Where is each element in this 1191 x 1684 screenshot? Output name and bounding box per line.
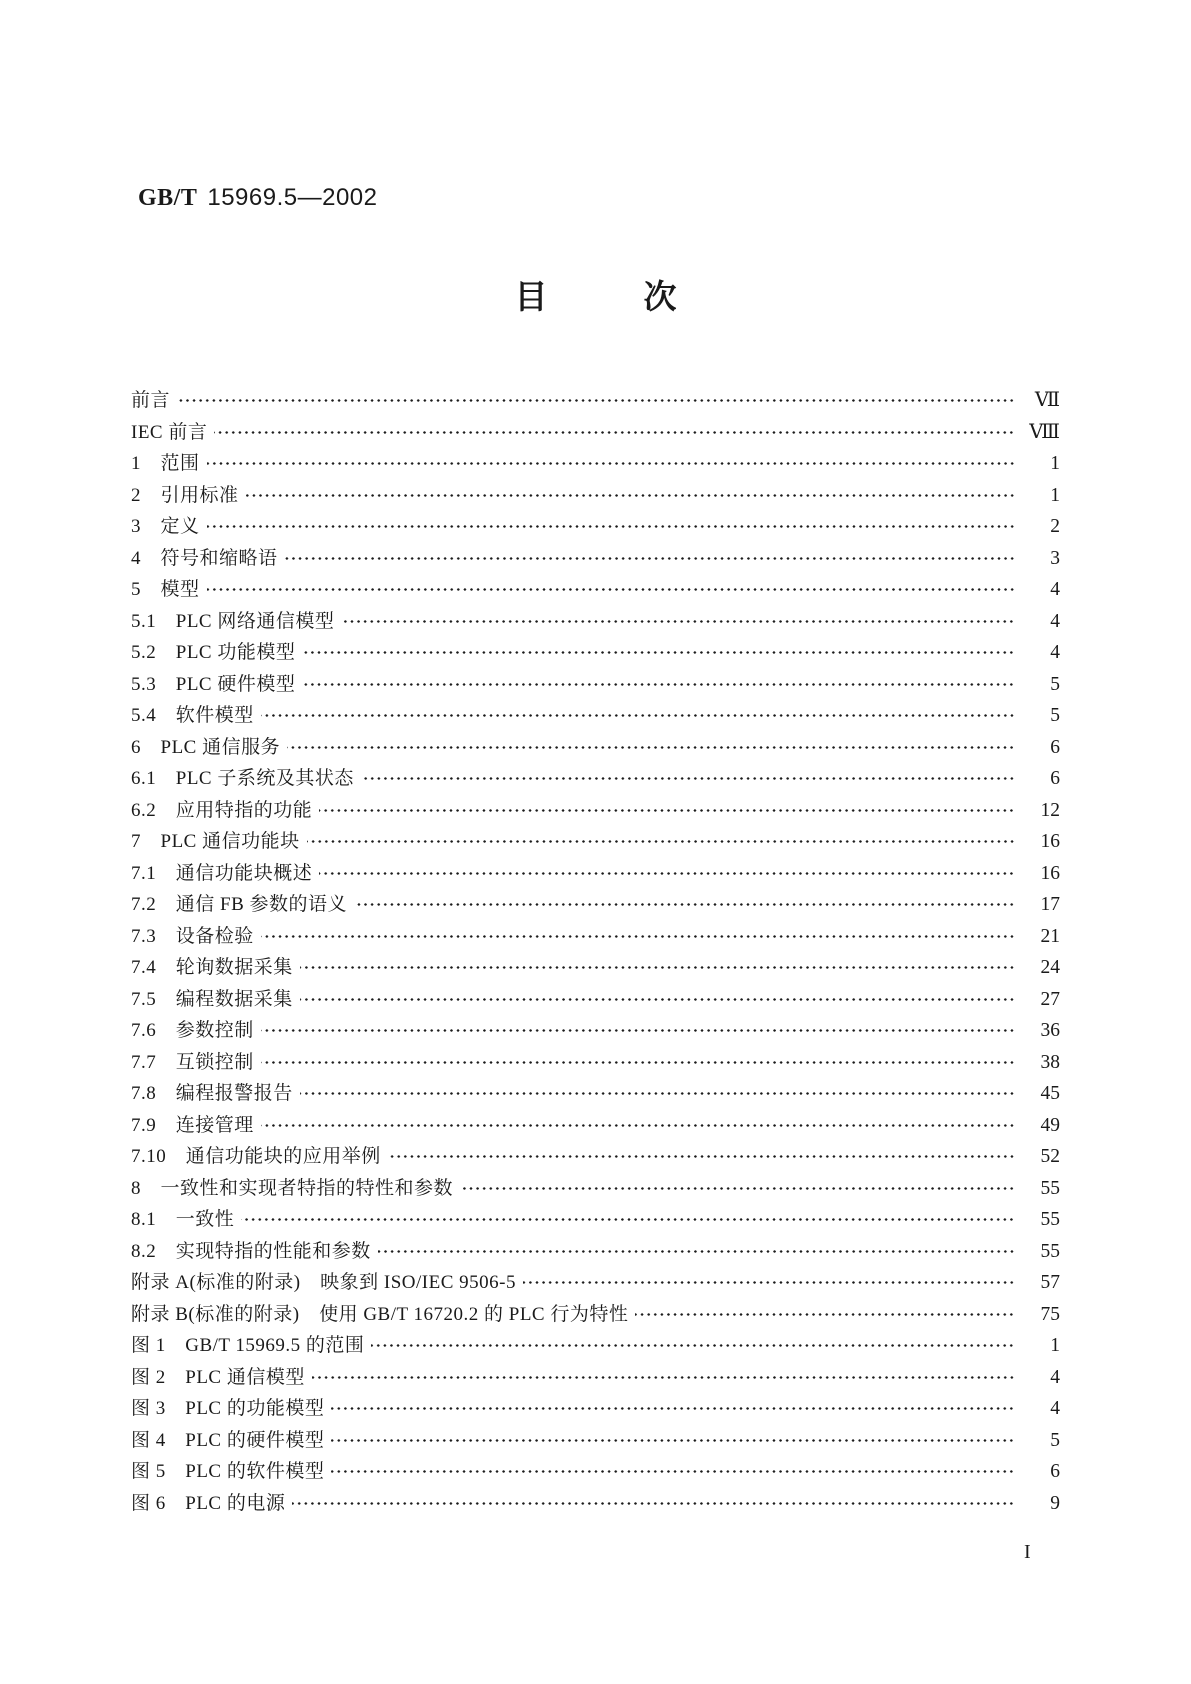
dot-leader — [207, 459, 1015, 468]
standard-code-number: 15969.5—2002 — [207, 184, 378, 211]
toc-entry-label: 图 2 PLC 通信模型 — [131, 1366, 305, 1388]
toc-entry-label: 7.1 通信功能块概述 — [131, 862, 313, 884]
toc-entry-label: 7.9 连接管理 — [131, 1114, 254, 1136]
toc-entry-page: 4 — [1050, 642, 1060, 663]
toc-entry — [131, 952, 1060, 984]
toc-entry — [131, 669, 1060, 701]
toc-entry-page: 6 — [1050, 1461, 1060, 1482]
toc-entry — [131, 826, 1060, 858]
toc-entry-page: Ⅶ — [1034, 390, 1060, 411]
toc-entry-page: 36 — [1040, 1020, 1060, 1041]
toc-entry-label: 图 6 PLC 的电源 — [131, 1492, 286, 1514]
toc-entry — [131, 795, 1060, 827]
toc-entry-page: 38 — [1040, 1051, 1060, 1073]
toc-entry-page: 55 — [1040, 1209, 1060, 1230]
toc-entry-label: 8 一致性和实现者特指的特性和参数 — [131, 1177, 454, 1199]
toc-entry-page: 5 — [1050, 705, 1060, 726]
page-title — [0, 282, 1191, 315]
toc-entry-label: 图 4 PLC 的硬件模型 — [131, 1429, 325, 1451]
footer-page-number: I — [1024, 1541, 1031, 1563]
toc-entry-label: 图 5 PLC 的软件模型 — [131, 1461, 325, 1482]
toc-entry — [131, 1362, 1060, 1394]
toc-entry — [131, 1488, 1060, 1520]
toc-entry-label: 7.8 编程报警报告 — [131, 1083, 293, 1104]
toc-entry-label: 8.2 实现特指的性能和参数 — [131, 1240, 371, 1262]
dot-leader — [460, 1184, 1015, 1193]
toc-entry-label: 附录 B(标准的附录) 使用 GB/T 16720.2 的 PLC 行为特性 — [131, 1303, 629, 1325]
dot-leader — [287, 743, 1015, 752]
dot-leader — [292, 1499, 1015, 1508]
table-of-contents — [131, 385, 1060, 1519]
toc-entry-label: 7.3 设备检验 — [131, 925, 254, 947]
toc-entry — [131, 763, 1060, 795]
toc-entry — [131, 448, 1060, 480]
toc-entry-label: 4 符号和缩略语 — [131, 547, 278, 569]
dot-leader — [523, 1278, 1015, 1287]
toc-entry — [131, 921, 1060, 953]
toc-entry-label: 6.1 PLC 子系统及其状态 — [131, 768, 354, 789]
dot-leader — [261, 1121, 1015, 1130]
toc-entry — [131, 417, 1060, 449]
toc-entry — [131, 606, 1060, 638]
toc-entry-page: 27 — [1040, 988, 1060, 1010]
toc-entry-label: 8.1 一致性 — [131, 1209, 235, 1230]
dot-leader — [371, 1341, 1015, 1350]
toc-entry-page: 21 — [1040, 925, 1060, 947]
toc-entry — [131, 1141, 1060, 1173]
toc-entry-label: 7.4 轮询数据采集 — [131, 957, 293, 978]
toc-entry — [131, 1393, 1060, 1425]
toc-entry-page: 6 — [1050, 768, 1060, 789]
dot-leader — [300, 963, 1015, 972]
toc-entry — [131, 1330, 1060, 1362]
dot-leader — [285, 554, 1015, 563]
toc-entry-page: 75 — [1040, 1303, 1060, 1325]
dot-leader — [302, 680, 1015, 689]
dot-leader — [331, 1404, 1015, 1413]
toc-entry-label: 7 PLC 通信功能块 — [131, 831, 300, 852]
toc-entry-page: 12 — [1040, 799, 1060, 821]
toc-entry-page: 5 — [1050, 1429, 1060, 1451]
toc-entry-label: 7.5 编程数据采集 — [131, 988, 293, 1010]
toc-entry-label: 5.3 PLC 硬件模型 — [131, 673, 296, 695]
toc-entry — [131, 543, 1060, 575]
page-title-left-char: 目 — [514, 280, 548, 316]
dot-leader — [207, 522, 1015, 531]
toc-entry-page: 4 — [1050, 1366, 1060, 1388]
standard-code-prefix: GB/T — [138, 185, 198, 211]
toc-entry-label: 图 3 PLC 的功能模型 — [131, 1398, 325, 1419]
toc-entry — [131, 1173, 1060, 1205]
toc-entry — [131, 574, 1060, 606]
toc-entry — [131, 1267, 1060, 1299]
toc-entry — [131, 385, 1060, 417]
dot-leader — [246, 491, 1015, 500]
toc-entry-label: 附录 A(标准的附录) 映象到 ISO/IEC 9506-5 — [131, 1272, 516, 1293]
toc-entry-label: 5.4 软件模型 — [131, 705, 254, 726]
toc-entry-page: 3 — [1050, 547, 1060, 569]
toc-entry-page: Ⅷ — [1029, 421, 1060, 443]
toc-entry — [131, 1299, 1060, 1331]
toc-entry-label: 图 1 GB/T 15969.5 的范围 — [131, 1335, 365, 1356]
toc-entry — [131, 889, 1060, 921]
toc-entry-page: 2 — [1050, 516, 1060, 537]
dot-leader — [319, 806, 1015, 815]
toc-entry-page: 1 — [1050, 484, 1060, 506]
dot-leader — [214, 428, 1015, 437]
toc-entry-page: 16 — [1040, 831, 1060, 852]
standard-code — [138, 186, 378, 210]
toc-entry — [131, 1015, 1060, 1047]
toc-entry-label: 2 引用标准 — [131, 484, 239, 506]
toc-entry-label: IEC 前言 — [131, 421, 208, 443]
toc-entry-page: 55 — [1040, 1177, 1060, 1199]
toc-entry-label: 5 模型 — [131, 579, 200, 600]
toc-entry-page: 4 — [1050, 610, 1060, 632]
toc-entry-page: 57 — [1040, 1272, 1060, 1293]
toc-entry-page: 55 — [1040, 1240, 1060, 1262]
dot-leader — [300, 1089, 1015, 1098]
toc-entry-page: 24 — [1040, 957, 1060, 978]
toc-entry-label: 5.2 PLC 功能模型 — [131, 642, 296, 663]
toc-entry-page: 4 — [1050, 1398, 1060, 1419]
toc-entry-page: 4 — [1050, 579, 1060, 600]
toc-entry — [131, 1425, 1060, 1457]
toc-entry-page: 45 — [1040, 1083, 1060, 1104]
dot-leader — [361, 774, 1015, 783]
toc-entry-page: 52 — [1040, 1146, 1060, 1167]
toc-entry-label: 7.10 通信功能块的应用举例 — [131, 1146, 381, 1167]
toc-entry-label: 3 定义 — [131, 516, 200, 537]
toc-entry — [131, 984, 1060, 1016]
dot-leader — [312, 1373, 1015, 1382]
toc-entry-label: 6 PLC 通信服务 — [131, 736, 281, 758]
dot-leader — [302, 648, 1015, 657]
toc-entry-page: 1 — [1050, 1335, 1060, 1356]
toc-entry — [131, 700, 1060, 732]
toc-entry-page: 17 — [1040, 894, 1060, 915]
dot-leader — [354, 900, 1015, 909]
toc-entry — [131, 1456, 1060, 1488]
dot-leader — [261, 1058, 1015, 1067]
toc-entry-page: 6 — [1050, 736, 1060, 758]
toc-entry — [131, 1110, 1060, 1142]
toc-entry — [131, 858, 1060, 890]
toc-entry-page: 16 — [1040, 862, 1060, 884]
toc-entry — [131, 1236, 1060, 1268]
toc-entry-page: 9 — [1050, 1492, 1060, 1514]
dot-leader — [331, 1467, 1015, 1476]
toc-entry — [131, 1047, 1060, 1079]
dot-leader — [378, 1247, 1015, 1256]
toc-entry-label: 7.7 互锁控制 — [131, 1051, 254, 1073]
dot-leader — [635, 1310, 1015, 1319]
dot-leader — [300, 995, 1015, 1004]
toc-entry-label: 5.1 PLC 网络通信模型 — [131, 610, 335, 632]
dot-leader — [241, 1215, 1015, 1224]
dot-leader — [341, 617, 1015, 626]
toc-entry-label: 7.6 参数控制 — [131, 1020, 254, 1041]
dot-leader — [261, 932, 1015, 941]
page-title-right-char: 次 — [643, 280, 677, 316]
toc-entry-page: 5 — [1050, 673, 1060, 695]
dot-leader — [388, 1152, 1015, 1161]
dot-leader — [207, 585, 1015, 594]
toc-entry — [131, 1078, 1060, 1110]
dot-leader — [261, 711, 1015, 720]
toc-entry — [131, 480, 1060, 512]
toc-entry-label: 7.2 通信 FB 参数的语义 — [131, 894, 347, 915]
dot-leader — [331, 1436, 1015, 1445]
toc-entry — [131, 511, 1060, 543]
dot-leader — [177, 396, 1015, 405]
toc-entry — [131, 1204, 1060, 1236]
dot-leader — [261, 1026, 1015, 1035]
toc-entry-label: 前言 — [131, 390, 171, 411]
toc-entry-label: 6.2 应用特指的功能 — [131, 799, 313, 821]
dot-leader — [319, 869, 1015, 878]
toc-entry-page: 1 — [1050, 453, 1060, 474]
toc-entry-page: 49 — [1040, 1114, 1060, 1136]
dot-leader — [307, 837, 1015, 846]
toc-entry — [131, 732, 1060, 764]
toc-entry-label: 1 范围 — [131, 453, 200, 474]
toc-entry — [131, 637, 1060, 669]
